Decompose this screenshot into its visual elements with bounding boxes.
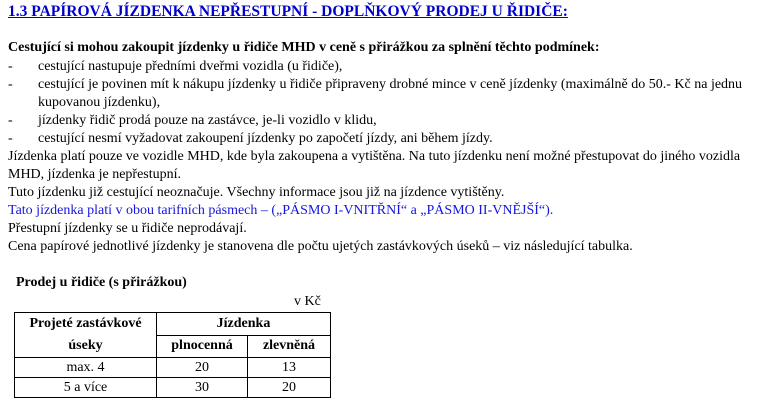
list-item: [8, 112, 768, 130]
list-item: [8, 76, 768, 112]
list-dash: -: [8, 77, 13, 92]
intro-text: Cestující si mohou zakoupit jízdenky u řidiče MHD v ceně s přirážkou za splnění těchto podmínek:: [8, 40, 600, 55]
conditions-list: [8, 58, 768, 148]
marking-paragraph: Tuto jízdenku již cestující neoznačuje. Všechny informace jsou již na jízdence vytištěny.: [8, 185, 505, 200]
header-ticket: Jízdenka: [157, 313, 331, 336]
cell-full: 20: [157, 358, 248, 378]
transfer-paragraph: Přestupní jízdenky se u řidiče neprodávají.: [8, 221, 247, 236]
list-dash: -: [8, 131, 13, 146]
header-full: plnocenná: [157, 335, 248, 358]
cell-reduced: 13: [248, 358, 331, 378]
list-dash: -: [8, 113, 13, 128]
list-item-text: cestující nastupuje předními dveřmi vozidla (u řidiče),: [38, 59, 343, 74]
cell-sections: max. 4: [15, 358, 157, 378]
list-item: [8, 130, 768, 148]
cell-sections: 5 a více: [15, 378, 157, 398]
cell-reduced: 20: [248, 378, 331, 398]
table-row: [15, 378, 331, 398]
price-paragraph: Cena papírové jednotlivé jízdenky je stanovena dle počtu ujetých zastávkových úseků – viz následující tabulka.: [8, 239, 633, 254]
section-heading: 1.3 PAPÍROVÁ JÍZDENKA NEPŘESTUPNÍ - DOPLŇKOVÝ PRODEJ U ŘIDIČE:: [8, 3, 568, 20]
currency-unit: v Kč: [294, 294, 321, 309]
zones-paragraph: Tato jízdenka platí v obou tarifních pásmech – („PÁSMO I-VNITŘNÍ“ a „PÁSMO II-VNĚJŠÍ“).: [8, 203, 554, 218]
header-sections: Projeté zastávkové úseky: [15, 313, 157, 358]
list-item-text: cestující nesmí vyžadovat zakoupení jízdenky po započetí jízdy, ani během jízdy.: [38, 131, 493, 146]
list-item-text: jízdenky řidič prodá pouze na zastávce, je-li vozidlo v klidu,: [38, 113, 377, 128]
list-item-text: cestující je povinen mít k nákupu jízdenky u řidiče připraveny drobné mince v ceně jízdenky (maximálně do 50.- Kč na jednu kupovanou jízdenku),: [38, 77, 743, 110]
header-reduced: zlevněná: [248, 335, 331, 358]
table-title: Prodej u řidiče (s přirážkou): [16, 275, 187, 290]
validity-paragraph: Jízdenka platí pouze ve vozidle MHD, kde byla zakoupena a vytištěna. Na tuto jízdenku není možné přestupovat do jiného vozidla MHD, jízdenka je nepřestupní.: [8, 149, 741, 182]
table-header-row: [15, 313, 331, 336]
body-paragraphs: [8, 148, 768, 256]
table-row: [15, 358, 331, 378]
cell-full: 30: [157, 378, 248, 398]
list-dash: -: [8, 59, 13, 74]
list-item: [8, 58, 768, 76]
fare-table: [14, 312, 331, 398]
